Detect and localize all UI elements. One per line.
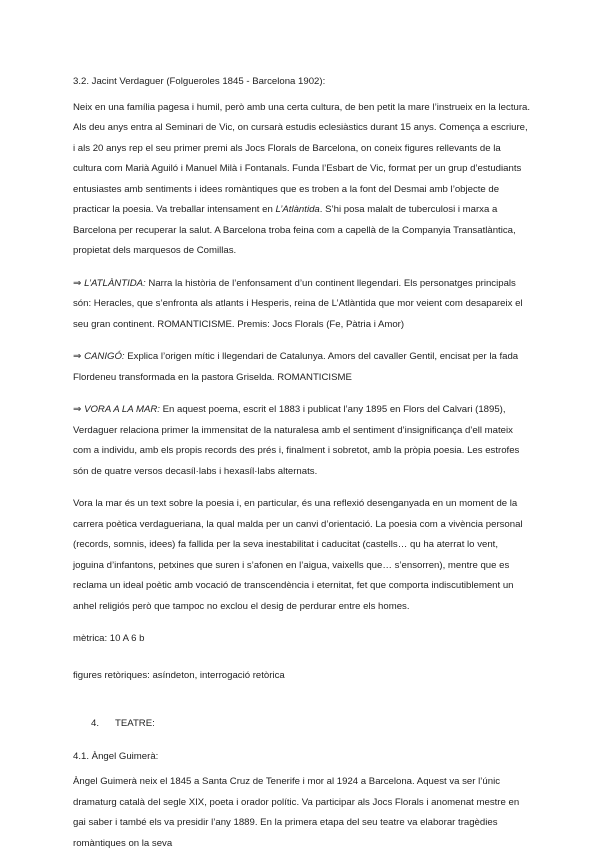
work-description: Narra la història de l’enfonsament d’un continent llegendari. Els personatges principals són: Heracles, que s’enfronta als atlants i Hesperis, reina de L’Atlàntida que mor veient com desapareix el seu gran continent. ROMANTICISME. Premis: Jocs Florals (Fe, Pàtria i Amor) — [73, 277, 523, 330]
rhetorical-figures-line: figures retòriques: asíndeton, interrogació retòrica — [73, 669, 285, 681]
work-description: En aquest poema, escrit el 1883 i publicat l’any 1895 en Flors del Calvari (1895), Verdaguer relaciona primer la immensitat de la naturalesa amb el sentiment d’insignificança d’ell mateix com a individu, amb els propis records des prés i, finalment i sobretot, amb la pròpia poesia. Les estrofes són de quatre versos decasíl·labs i hexasíl·labs alternats. — [73, 404, 520, 477]
work-title: VORA A LA MAR: — [84, 404, 160, 415]
work-title: L’ATLÀNTIDA: — [84, 277, 146, 289]
bio-text-2: . S’hi posa malalt de tuberculosi i marxa a Barcelona per recuperar la salut. A Barcelona troba feina com a capellà de la Companyia Transatlàntica, propietat dels marquesos de Comillas. — [73, 204, 516, 256]
work-atlantida — [73, 274, 530, 336]
verdaguer-biography — [73, 98, 530, 262]
arrow-icon: ⇒ — [73, 404, 82, 415]
arrow-icon: ⇒ — [73, 351, 82, 362]
section-number: 4. — [91, 718, 100, 729]
work-description: Explica l’origen mític i llegendari de Catalunya. Amors del cavaller Gentil, encisat per la fada Flordeneu transformada en la pastora Griselda. ROMANTICISME — [73, 351, 519, 383]
guimera-biography: Àngel Guimerà neix el 1845 a Santa Cruz de Tenerife i mor al 1924 a Barcelona. Aquest va ser l’únic dramaturg català del segle XIX, poeta i orador polític. Va participar als Jocs Florals i anomenat mestre en gai saber i també els va presidir l’any 1889. En la primera etapa del seu teatre va elaborar tragèdies romàntiques on la seva — [73, 776, 520, 849]
metrics-line: mètrica: 10 A 6 b — [73, 633, 145, 644]
bio-work-title: L’Atlàntida — [275, 204, 320, 215]
work-vora-a-la-mar — [73, 400, 530, 482]
section-title: TEATRE: — [115, 718, 155, 729]
section-heading-verdaguer: 3.2. Jacint Verdaguer (Folgueroles 1845 - Barcelona 1902): — [73, 76, 326, 87]
work-title: CANIGÓ: — [84, 351, 125, 362]
section-heading-teatre — [73, 714, 530, 735]
work-canigo — [73, 347, 530, 388]
poem-analysis: Vora la mar és un text sobre la poesia i, en particular, és una reflexió desenganyada en un moment de la carrera poètica verdagueriana, la qual malda per un canvi d’orientació. La poesia com a vivència personal (records, somnis, idees) fa fallida per la seva inestabilitat i caducitat (castells… qu ha aterrat lo vent, joguina d’infantons, petxines que suren i s’afonen en l’aigua, vaixells que… s’ensorren), mentre que es reclama un ideal poètic amb vocació de transcendència i eternitat, fet que comporta indiscutiblement un anhel religiós però que tampoc no exclou el desig de perdurar entre els homes. — [73, 498, 523, 612]
arrow-icon: ⇒ — [73, 277, 82, 289]
section-heading-guimera: 4.1. Àngel Guimerà: — [73, 750, 159, 762]
bio-text-1: Neix en una família pagesa i humil, però amb una certa cultura, de ben petit la mare l’instrueix en la lectura. Als deu anys entra al Seminari de Vic, on cursarà estudis eclesiàstics durant 15 anys. Comença a escriure, i als 20 anys rep el seu primer premi als Jocs Florals de Barcelona, on coneix figures rellevants de la cultura com Marià Aguiló i Manuel Milà i Fontanals. Funda l’Esbart de Vic, format per un grup d’estudiants entusiastes amb sentiments i idees romàntiques que es troben a la font del Desmai amb l’objecte de practicar la poesia. Va treballar intensament en — [73, 101, 531, 215]
